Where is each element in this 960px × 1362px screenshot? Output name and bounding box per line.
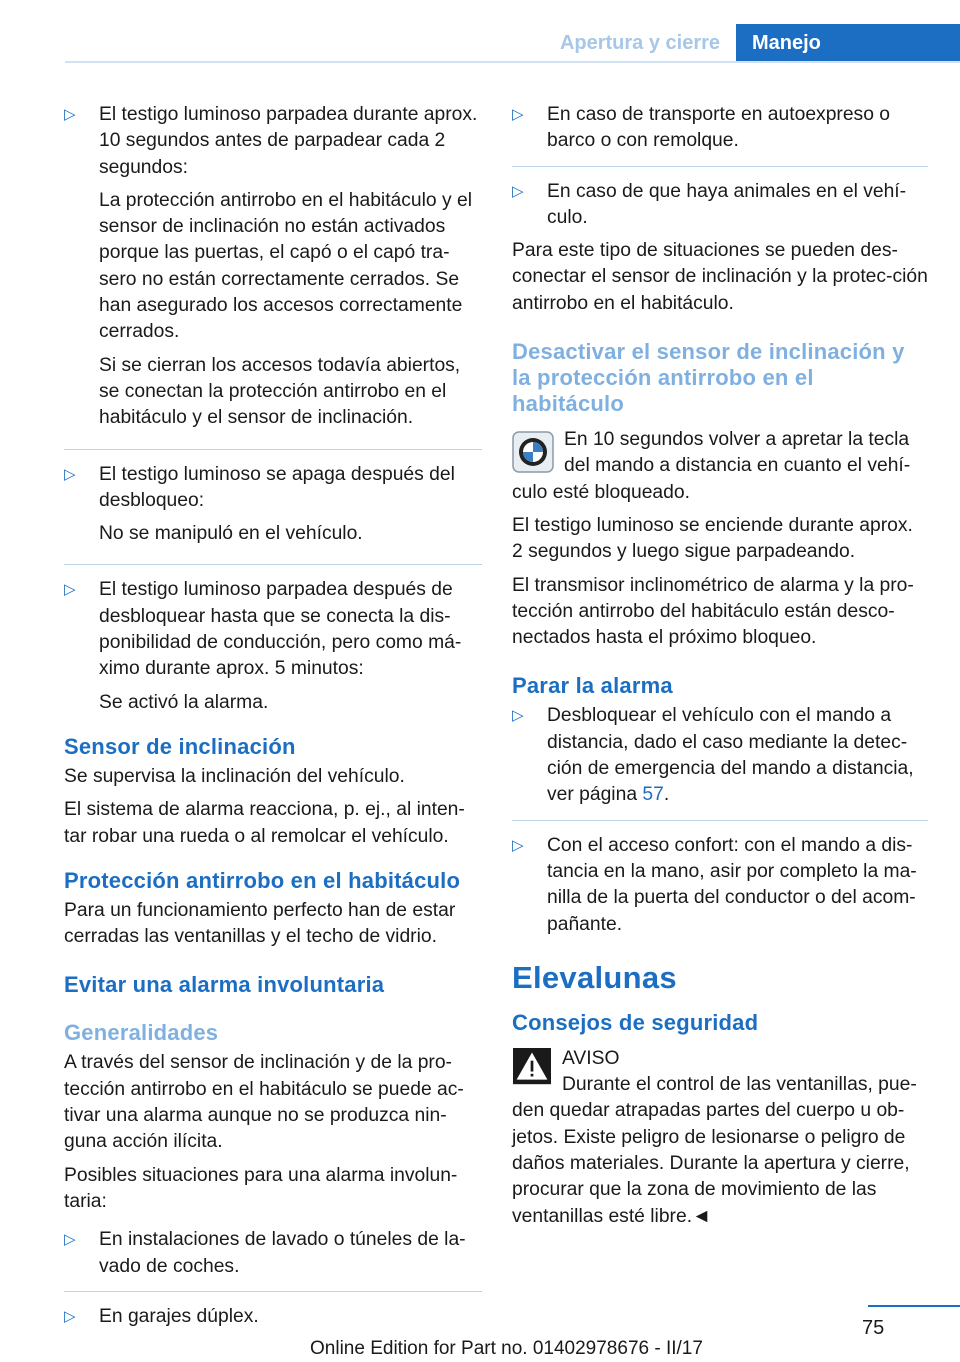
warning-block	[512, 1046, 928, 1230]
header-chapter-tab: Manejo	[736, 24, 960, 62]
paragraph: Para este tipo de situaciones se pueden des‐conectar el sensor de inclinación y la protec‐ción antirrobo en el habitáculo.	[512, 240, 928, 314]
heading-proteccion-antirrobo: Protección antirrobo en el habitáculo	[64, 867, 461, 893]
heading-desactivar-sensor: Desactivar el sensor de inclinación y la protección antirrobo en el habitáculo	[512, 339, 905, 417]
left-column	[64, 102, 482, 1337]
heading-elevalunas: Elevalunas	[512, 959, 677, 995]
warning-icon	[512, 1048, 552, 1086]
list-item-detail: No se manipuló en el vehículo.	[99, 523, 363, 545]
list-divider	[512, 816, 928, 821]
triangle-bullet-icon: ▷	[512, 836, 524, 854]
list-item	[512, 833, 928, 938]
list-item-text: Desbloquear el vehículo con el mando a distancia, dado el caso mediante la detec‐ción de emergencia del mando a distancia, ver página	[547, 705, 914, 806]
warning-label: AVISO	[562, 1047, 620, 1069]
triangle-bullet-icon: ▷	[64, 465, 76, 483]
list-item-text: En instalaciones de lavado o túneles de la‐vado de coches.	[99, 1229, 466, 1277]
paragraph: El testigo luminoso se enciende durante aprox. 2 segundos y luego sigue parpadeando.	[512, 514, 913, 563]
triangle-bullet-icon: ▷	[64, 106, 76, 123]
list-item	[512, 703, 928, 808]
paragraph-with-key-icon	[512, 427, 928, 506]
list-divider	[64, 1287, 482, 1292]
list-item-detail: La protección antirrobo en el habitáculo y el sensor de inclinación no están activados porque las puertas, el capó o el capó tra‐sero no están correctamente cerrados. Se han asegurado los accesos correctamente cerrados.	[99, 189, 473, 343]
remote-key-button-icon	[512, 431, 554, 473]
triangle-bullet-icon: ▷	[512, 182, 524, 200]
list-divider	[64, 554, 482, 565]
list-item-text: En caso de transporte en autoexpreso o barco o con remolque.	[547, 104, 891, 152]
heading-evitar-alarma: Evitar una alarma involuntaria	[64, 972, 385, 998]
triangle-bullet-icon: ▷	[64, 1231, 76, 1249]
heading-sensor-inclinacion: Sensor de inclinación	[64, 733, 296, 759]
list-item	[64, 1227, 482, 1280]
heading-consejos-seguridad: Consejos de seguridad	[512, 1009, 759, 1035]
list-item-detail: Se activó la alarma.	[99, 691, 269, 713]
list-item-text: El testigo luminoso se apaga después del desbloqueo:	[99, 463, 455, 511]
list-divider	[512, 162, 928, 167]
list-item-text: En caso de que haya animales en el vehí‐culo.	[547, 180, 907, 228]
list-item	[512, 102, 928, 155]
list-item-text: El testigo luminoso parpadea durante aprox. 10 segundos antes de parpadear cada 2 segundos:	[99, 104, 478, 178]
list-item	[512, 179, 928, 232]
heading-parar-alarma: Parar la alarma	[512, 673, 673, 699]
page-reference-link[interactable]: 57	[642, 784, 664, 806]
page-number: 75	[862, 1317, 885, 1339]
list-item-detail: Si se cierran los accesos todavía abiertos, se conectan la protección antirrobo en el habitáculo y el sensor de inclinación.	[99, 354, 461, 429]
list-item-text: Con el acceso confort: con el mando a dis‐tancia en la mano, asir por completo la ma‐nilla de la puerta del conductor o del acom‐pañante.	[547, 834, 917, 935]
paragraph-text: En 10 segundos volver a apretar la tecla del mando a distancia en cuanto el vehí‐culo esté bloqueado.	[512, 429, 911, 503]
paragraph: Posibles situaciones para una alarma involun‐taria:	[64, 1164, 458, 1212]
triangle-bullet-icon: ▷	[512, 707, 524, 725]
list-item	[64, 577, 482, 682]
edition-note: Online Edition for Part no. 01402978676 - II/17	[310, 1338, 703, 1359]
list-item-text: El testigo luminoso parpadea después de desbloquear hasta que se conecta la dis‐ponibilidad de conducción, pero como má‐ximo durante aprox. 5 minutos:	[99, 579, 462, 680]
header-rule	[65, 61, 960, 63]
footer-rule	[868, 1305, 960, 1307]
list-item-text: En garajes dúplex.	[99, 1305, 259, 1327]
list-item	[64, 102, 482, 181]
list-item-end: .	[663, 784, 670, 806]
heading-generalidades: Generalidades	[64, 1020, 219, 1046]
paragraph: Se supervisa la inclinación del vehículo.	[64, 765, 405, 787]
list-divider	[64, 439, 482, 450]
warning-text: Durante el control de las ventanillas, pue‐den quedar atrapadas partes del cuerpo u ob‐jetos. Existe peligro de lesionarse o peligro de daños materiales. Durante la apertura y cierre, procurar que la zona de movimiento de las ventanillas esté libre.◄	[512, 1074, 917, 1227]
paragraph: A través del sensor de inclinación y de la pro‐tección antirrobo en el habitáculo se puede ac‐tivar una alarma aunque no se produzca nin‐guna acción ilícita.	[64, 1052, 464, 1153]
paragraph: El transmisor inclinométrico de alarma y la pro‐tección antirrobo del habitáculo están desco‐nectados hasta el próximo bloqueo.	[512, 574, 914, 649]
triangle-bullet-icon: ▷	[512, 106, 524, 123]
paragraph: El sistema de alarma reacciona, p. ej., al inten‐tar robar una rueda o al remolcar el vehículo.	[64, 799, 465, 847]
paragraph: Para un funcionamiento perfecto han de estar cerradas las ventanillas y el techo de vidrio.	[64, 899, 456, 948]
header-section-tab: Apertura y cierre	[559, 32, 721, 54]
triangle-bullet-icon: ▷	[64, 581, 76, 599]
list-item	[64, 462, 482, 515]
list-item	[64, 1304, 482, 1330]
right-column	[512, 102, 928, 1230]
triangle-bullet-icon: ▷	[64, 1307, 76, 1325]
